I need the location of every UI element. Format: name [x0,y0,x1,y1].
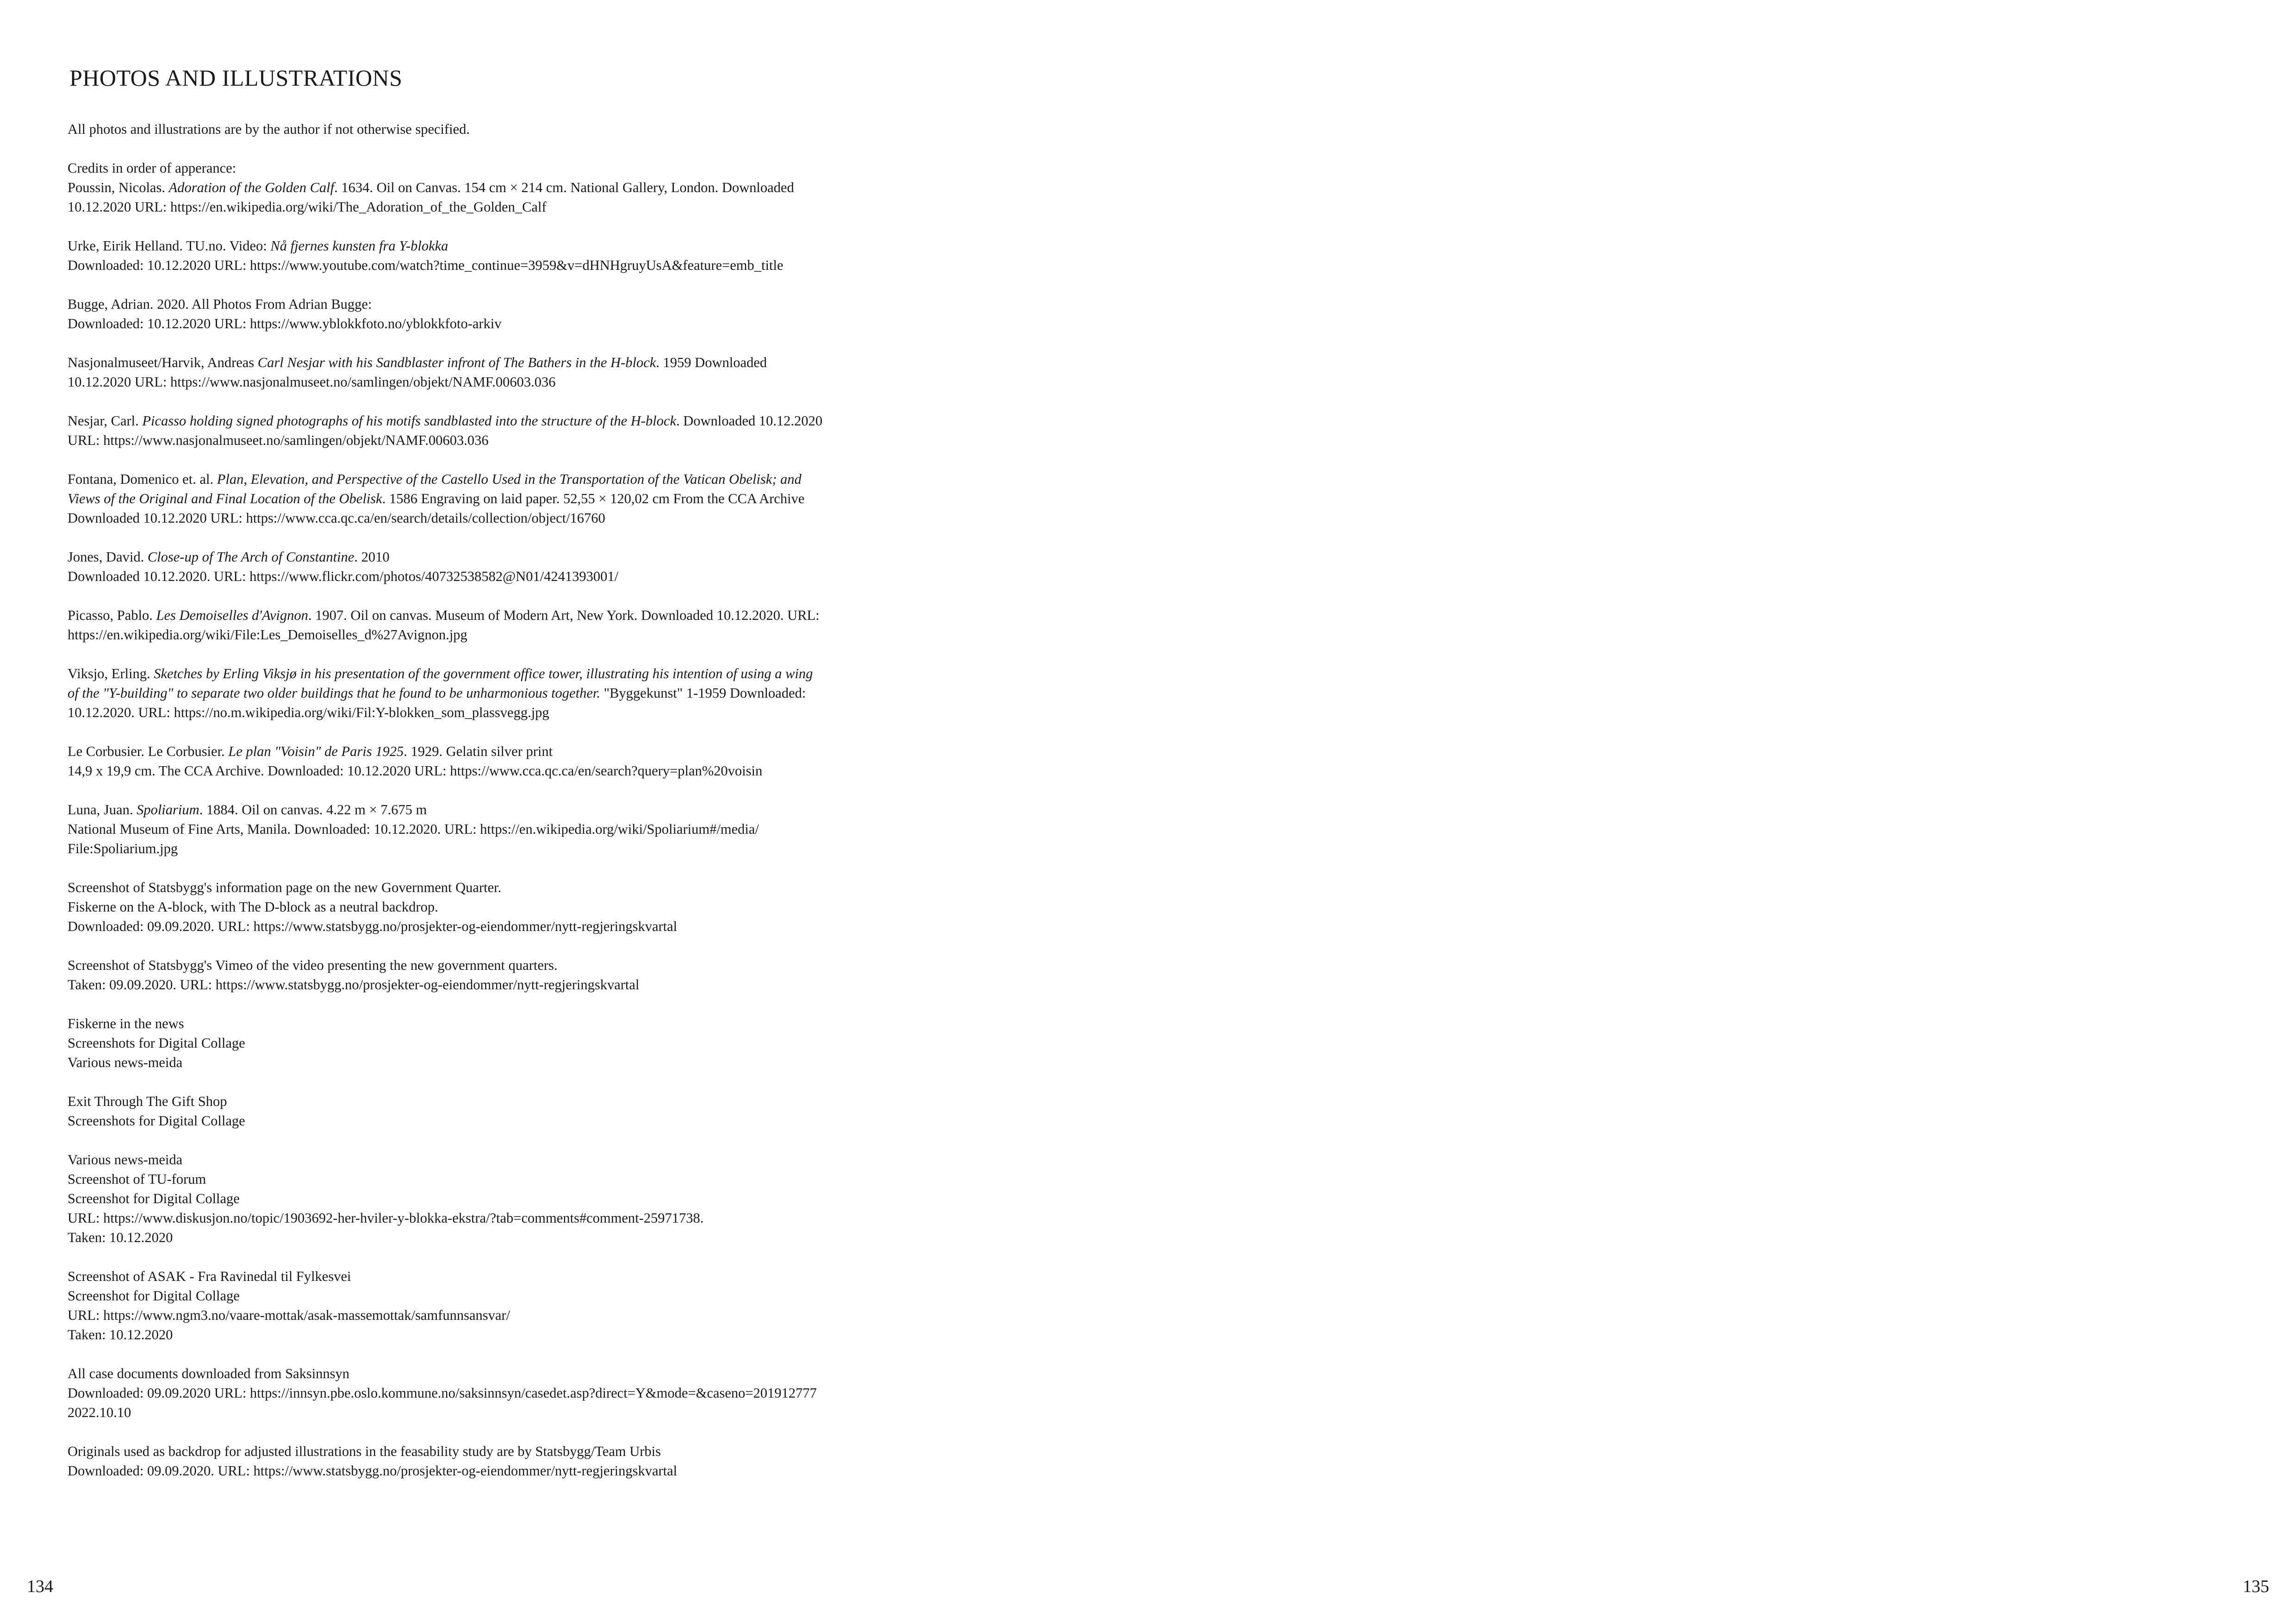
credit-text: Bugge, Adrian. 2020. All Photos From Adrian Bugge: [68,296,372,312]
credit-line [68,664,993,683]
credit-text: Screenshot for Digital Collage [68,1288,240,1304]
credit-entry [68,1150,993,1247]
credit-text: Screenshot of TU-forum [68,1171,206,1187]
credit-text: Various news-meida [68,1152,183,1168]
credit-line [68,800,993,819]
credit-text: . 1586 Engraving on laid paper. 52,55 × 120,02 cm From the CCA Archive [382,491,805,506]
credit-line [68,1189,993,1208]
right-page [1148,0,2296,1624]
credit-line [68,839,993,858]
credit-text: . 1884. Oil on canvas. 4.22 m × 7.675 m [199,802,427,818]
credit-entry [68,1442,993,1480]
credit-entry [68,1364,993,1422]
credit-text: Exit Through The Gift Shop [68,1093,227,1109]
credit-title-italic: Carl Nesjar with his Sandblaster infront of The Bathers in the H-block [257,355,656,370]
credit-line [68,1169,993,1189]
credit-text: 10.12.2020 URL: https://en.wikipedia.org/wiki/The_Adoration_of_the_Golden_Calf [68,199,547,215]
credit-title-italic: Close-up of The Arch of Constantine [147,549,355,565]
credit-line [68,567,993,586]
credit-line [68,625,993,644]
credit-title-italic: Spoliarium [137,802,199,818]
credit-text: 10.12.2020. URL: https://no.m.wikipedia.org/wiki/Fil:Y-blokken_som_plassvegg.jpg [68,705,549,720]
credit-text: URL: https://www.nasjonalmuseet.no/samlingen/objekt/NAMF.00603.036 [68,432,489,448]
credit-title-italic: Le plan "Voisin" de Paris 1925 [228,743,404,759]
credit-entry [68,878,993,936]
credit-text: Nasjonalmuseet/Harvik, Andreas [68,355,258,370]
credit-line [68,1305,993,1325]
credit-entry [68,1092,993,1131]
credits-block [68,158,993,1480]
credit-title-italic: Plan, Elevation, and Perspective of the Castello Used in the Transportation of the Vatican Obelisk; and [217,471,802,487]
credit-entry [68,800,993,858]
credit-line [68,1267,993,1286]
credit-text: . 1929. Gelatin silver print [404,743,553,759]
credit-line [68,1092,993,1111]
credit-text: Downloaded: 09.09.2020. URL: https://www.statsbygg.no/prosjekter-og-eiendommer/nytt-regjeringskvartal [68,1463,678,1479]
credit-title-italic: Adoration of the Golden Calf [168,180,335,195]
credit-text: 14,9 x 19,9 cm. The CCA Archive. Downloaded: 10.12.2020 URL: https://www.cca.qc.ca/en/search?query=plan%20voisin [68,763,763,779]
credit-line [68,1014,993,1033]
credit-text: Viksjo, Erling. [68,666,154,681]
credit-title-italic: Picasso holding signed photographs of his motifs sandblasted into the structure of the H-block [142,413,676,429]
credit-text: Screenshot of Statsbygg's information page on the new Government Quarter. [68,880,502,895]
credit-line [68,178,993,197]
credit-line [68,1442,993,1461]
credit-line [68,1228,993,1247]
credit-title-italic: Nå fjernes kunsten fra Y-blokka [270,238,448,254]
credit-text: Screenshot of ASAK - Fra Ravinedal til Fylkesvei [68,1268,351,1284]
page-number-right: 135 [2243,1577,2269,1596]
credit-line [68,411,993,431]
credit-text: Downloaded 10.12.2020. URL: https://www.flickr.com/photos/40732538582@N01/4241393001/ [68,568,619,584]
credit-line [68,353,993,372]
credit-line [68,1208,993,1228]
credit-text: Taken: 10.12.2020 [68,1327,173,1343]
credits-label: Credits in order of apperance: [68,160,236,176]
credit-line [68,878,993,897]
credit-text: "Byggekunst" 1-1959 Downloaded: [600,685,806,701]
credit-text: Fontana, Domenico et. al. [68,471,217,487]
credit-line [68,294,993,314]
credit-line [68,1364,993,1383]
credit-text: Downloaded: 10.12.2020 URL: https://www.youtube.com/watch?time_continue=3959&v=dHNHgruyUsA&feature=emb_title [68,257,784,273]
credit-line [68,197,993,217]
credit-entry [68,956,993,994]
credit-text: File:Spoliarium.jpg [68,841,178,856]
credit-entry [68,294,993,333]
credit-text: Taken: 09.09.2020. URL: https://www.statsbygg.no/prosjekter-og-eiendommer/nytt-regjeringskvartal [68,977,640,993]
credit-line [68,897,993,917]
credit-line [68,256,993,275]
credit-text: Nesjar, Carl. [68,413,143,429]
credit-title-italic: Les Demoiselles d'Avignon [156,607,308,623]
credit-text: Screenshot of Statsbygg's Vimeo of the video presenting the new government quarters. [68,957,558,973]
intro-paragraph: All photos and illustrations are by the author if not otherwise specified. [68,121,470,137]
credit-line [68,1053,993,1072]
credit-line [68,683,993,703]
credit-line [68,606,993,625]
credit-line [68,1150,993,1169]
credit-line [68,314,993,333]
credit-text: . 1634. Oil on Canvas. 154 cm × 214 cm. National Gallery, London. Downloaded [334,180,794,195]
credit-line [68,975,993,994]
credit-text: Screenshots for Digital Collage [68,1035,245,1051]
credit-text: https://en.wikipedia.org/wiki/File:Les_Demoiselles_d%27Avignon.jpg [68,627,467,643]
credit-text: Picasso, Pablo. [68,607,156,623]
credit-text: Fiskerne in the news [68,1016,184,1031]
credit-text: Taken: 10.12.2020 [68,1230,173,1245]
credit-line [68,508,993,528]
credit-line [68,1383,993,1403]
credit-line [68,1325,993,1344]
credit-entry [68,353,993,392]
credit-text: URL: https://www.ngm3.no/vaare-mottak/asak-massemottak/samfunnsansvar/ [68,1307,510,1323]
credit-text: Urke, Eirik Helland. TU.no. Video: [68,238,271,254]
credit-entry [68,178,993,217]
credit-text: . 1907. Oil on canvas. Museum of Modern Art, New York. Downloaded 10.12.2020. URL: [308,607,820,623]
credit-text: 2022.10.10 [68,1405,131,1420]
credit-entry [68,664,993,722]
credit-entry [68,742,993,781]
credit-text: Fiskerne on the A-block, with The D-block as a neutral backdrop. [68,899,438,915]
credit-text: National Museum of Fine Arts, Manila. Downloaded: 10.12.2020. URL: https://en.wikipedia.org/wiki/Spoliarium#/media/ [68,821,759,837]
credit-text: URL: https://www.diskusjon.no/topic/1903692-her-hviler-y-blokka-ekstra/?tab=comments#comment-25971738. [68,1210,704,1226]
credit-title-italic: Sketches by Erling Viksjø in his presentation of the government office tower, illustrating his intention of using a wing [154,666,813,681]
credit-text: All case documents downloaded from Saksinnsyn [68,1366,350,1381]
credit-text: Screenshots for Digital Collage [68,1113,245,1129]
credit-entry [68,236,993,275]
page-title: PHOTOS AND ILLUSTRATIONS [69,65,403,91]
credit-line [68,469,993,489]
credit-text: . Downloaded 10.12.2020 [676,413,822,429]
credit-text: Downloaded: 09.09.2020. URL: https://www.statsbygg.no/prosjekter-og-eiendommer/nytt-regjeringskvartal [68,918,678,934]
credit-text: Le Corbusier. Le Corbusier. [68,743,229,759]
credit-line [68,1033,993,1053]
credit-title-italic: of the "Y-building" to separate two older buildings that he found to be unharmonious together. [68,685,600,701]
credits-text [68,119,993,1500]
credit-line [68,956,993,975]
credit-text: 10.12.2020 URL: https://www.nasjonalmuseet.no/samlingen/objekt/NAMF.00603.036 [68,374,556,390]
credit-line [68,1286,993,1305]
credit-line [68,819,993,839]
credit-line [68,1111,993,1131]
credit-title-italic: Views of the Original and Final Location of the Obelisk [68,491,382,506]
credit-entry [68,411,993,450]
credit-line [68,547,993,567]
credit-line [68,742,993,761]
credit-entry [68,547,993,586]
credit-text: Screenshot for Digital Collage [68,1191,240,1206]
credit-entry [68,469,993,528]
credit-line [68,1403,993,1422]
credit-line [68,703,993,722]
credit-text: . 1959 Downloaded [656,355,767,370]
credit-line [68,761,993,781]
credit-text: . 2010 [354,549,390,565]
credit-text: Various news-meida [68,1055,183,1070]
credit-text: Originals used as backdrop for adjusted illustrations in the feasability study are by Statsbygg/Team Urbis [68,1443,661,1459]
credit-line [68,917,993,936]
credit-entry [68,606,993,644]
credit-text: Jones, David. [68,549,148,565]
credit-text: Poussin, Nicolas. [68,180,169,195]
credit-text: Downloaded 10.12.2020 URL: https://www.cca.qc.ca/en/search/details/collection/object/16760 [68,510,605,526]
credit-text: Downloaded: 10.12.2020 URL: https://www.yblokkfoto.no/yblokkfoto-arkiv [68,316,502,331]
credit-entry [68,1267,993,1344]
credit-line [68,236,993,256]
credit-entry [68,1014,993,1072]
credit-text: Luna, Juan. [68,802,137,818]
credit-line [68,431,993,450]
credit-text: Downloaded: 09.09.2020 URL: https://innsyn.pbe.oslo.kommune.no/saksinnsyn/casedet.asp?direct=Y&mode=&caseno=201912777 [68,1385,817,1401]
page-number-left: 134 [27,1577,53,1596]
credit-line [68,372,993,392]
credit-line [68,1461,993,1480]
credit-line [68,489,993,508]
